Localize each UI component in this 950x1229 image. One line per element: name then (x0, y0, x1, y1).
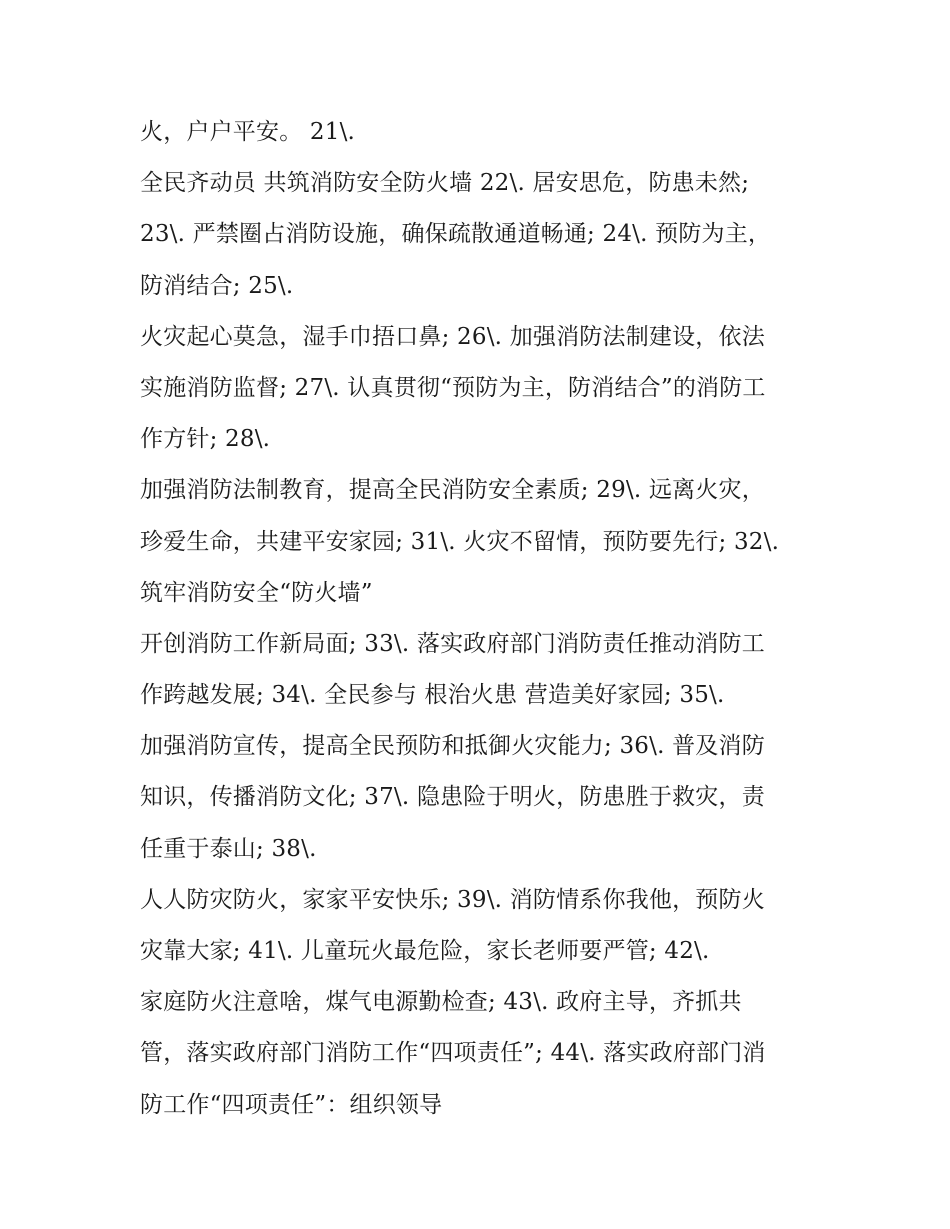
text-line: 作跨越发展; 34\. 全民参与 根治火患 营造美好家园; 35\. (140, 682, 725, 709)
text-line: 加强消防宣传，提高全民预防和抵御火灾能力; 36\. 普及消防 (140, 733, 765, 760)
text-line: 开创消防工作新局面; 33\. 落实政府部门消防责任推动消防工 (140, 630, 765, 657)
text-line: 作方针; 28\. (140, 426, 271, 453)
text-line: 火，户户平安。 21\. (140, 119, 356, 145)
text-line: 任重于泰山; 38\. (140, 835, 317, 862)
text-line: 加强消防法制教育，提高全民消防安全素质; 29\. 远离火灾， (140, 477, 765, 504)
text-line: 管，落实政府部门消防工作“四项责任”; 44\. 落实政府部门消 (140, 1040, 766, 1067)
text-line: 23\. 严禁圈占消防设施，确保疏散通道畅通; 24\. 预防为主， (140, 221, 772, 248)
text-line: 防工作“四项责任”：组织领导 (140, 1091, 443, 1118)
text-line: 珍爱生命，共建平安家园; 31\. 火灾不留情，预防要先行; 32\. (140, 528, 780, 555)
text-line: 筑牢消防安全“防火墙” (140, 579, 373, 606)
text-line: 火灾起心莫急，湿手巾捂口鼻; 26\. 加强消防法制建设，依法 (140, 323, 765, 350)
text-line: 实施消防监督; 27\. 认真贯彻“预防为主，防消结合”的消防工 (140, 374, 766, 401)
text-line: 家庭防火注意啥，煤气电源勤检查; 43\. 政府主导，齐抓共 (140, 989, 742, 1016)
text-line: 知识，传播消防文化; 37\. 隐患险于明火，防患胜于救灾，责 (140, 784, 765, 811)
text-line: 防消结合; 25\. (140, 272, 294, 299)
text-line: 全民齐动员 共筑消防安全防火墙 22\. 居安思危，防患未然; (140, 170, 750, 197)
body-text (140, 107, 830, 1131)
text-line: 灾靠大家; 41\. 儿童玩火最危险，家长老师要严管; 42\. (140, 938, 710, 964)
text-line: 人人防灾防火，家家平安快乐; 39\. 消防情系你我他，预防火 (140, 886, 765, 913)
